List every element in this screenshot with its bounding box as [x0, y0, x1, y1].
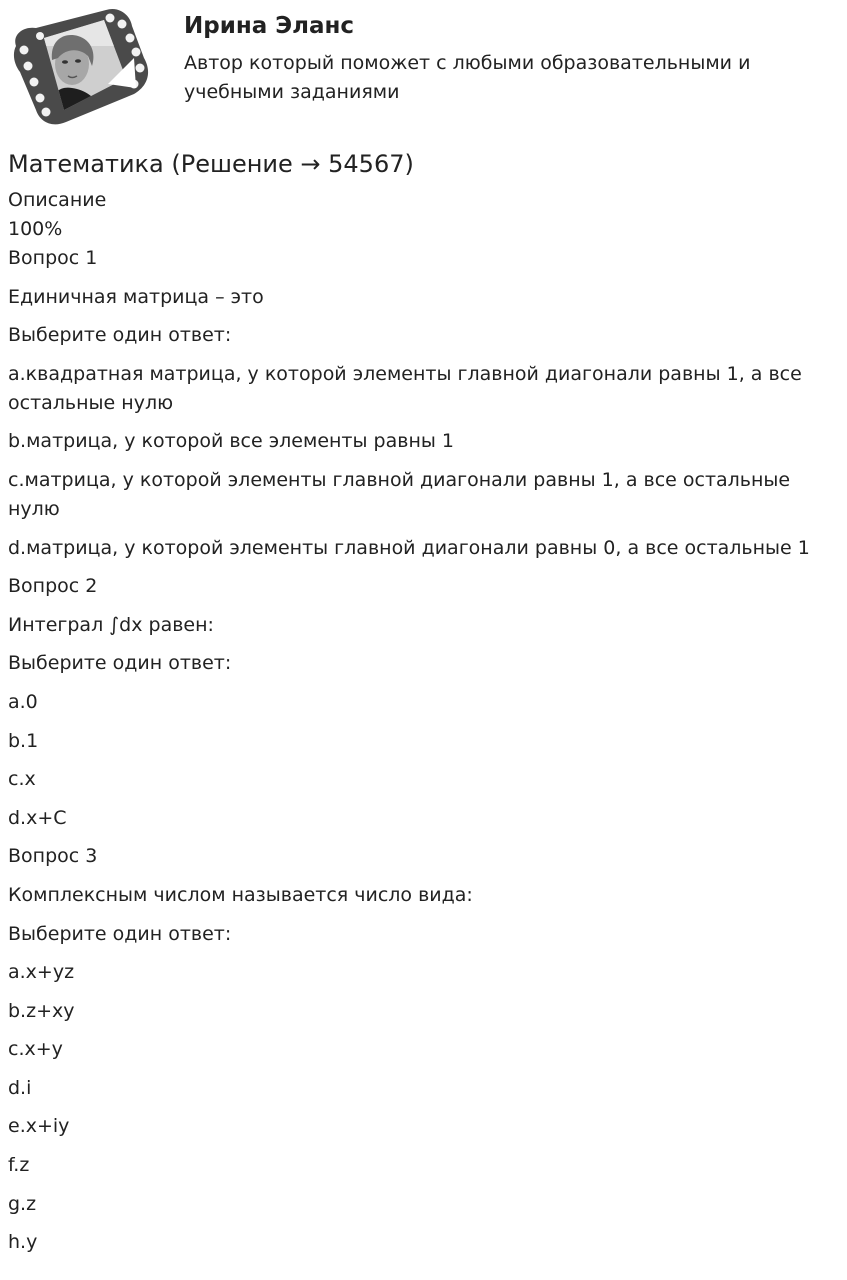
answer-option-h: h.y [8, 1231, 38, 1254]
answer-option-f: f.z [8, 1154, 30, 1177]
answer-option-c: c.x+y [8, 1038, 63, 1061]
answer-option-e: e.x+iy [8, 1115, 70, 1138]
answer-option-b: b.z+xy [8, 999, 75, 1022]
percent-value: 100% [8, 218, 63, 240]
question-text: Интеграл ∫dx равен: [8, 613, 214, 636]
question-header: Вопрос 3 [8, 845, 98, 868]
question-2 [8, 572, 828, 833]
author-avatar [6, 6, 151, 128]
answer-option-a: a.0 [8, 690, 38, 713]
page-title: Математика (Решение → 54567) [8, 150, 414, 178]
answer-option-g: g.z [8, 1192, 37, 1215]
question-text: Единичная матрица – это [8, 285, 264, 308]
answer-option-c: c.x [8, 768, 36, 791]
answer-option-d: d.i [8, 1076, 32, 1099]
document-body [8, 186, 828, 1267]
answer-option-d: d.x+C [8, 806, 67, 829]
author-name: Ирина Эланс [184, 13, 355, 39]
author-description: Автор который поможет с любыми образовательными и учебными заданиями [184, 52, 751, 103]
question-header: Вопрос 2 [8, 575, 98, 598]
author-card [0, 0, 847, 140]
answer-option-a: a.квадратная матрица, у которой элементы главной диагонали равны 1, а все остальные нулю [8, 362, 802, 414]
question-header: Вопрос 1 [8, 247, 98, 269]
answer-option-b: b.1 [8, 729, 39, 752]
description-label: Описание [8, 189, 107, 211]
question-1 [8, 244, 828, 563]
answer-option-a: a.x+yz [8, 961, 75, 984]
answer-option-d: d.матрица, у которой элементы главной диагонали равны 0, а все остальные 1 [8, 536, 810, 559]
question-3 [8, 842, 828, 1257]
answer-option-b: b.матрица, у которой все элементы равны 1 [8, 430, 454, 453]
answer-prompt: Выберите один ответ: [8, 922, 232, 945]
question-text: Комплексным числом называется число вида: [8, 883, 473, 906]
answer-prompt: Выберите один ответ: [8, 652, 232, 675]
answer-option-c: c.матрица, у которой элементы главной диагонали равны 1, а все остальные нулю [8, 468, 791, 520]
answer-prompt: Выберите один ответ: [8, 324, 232, 347]
